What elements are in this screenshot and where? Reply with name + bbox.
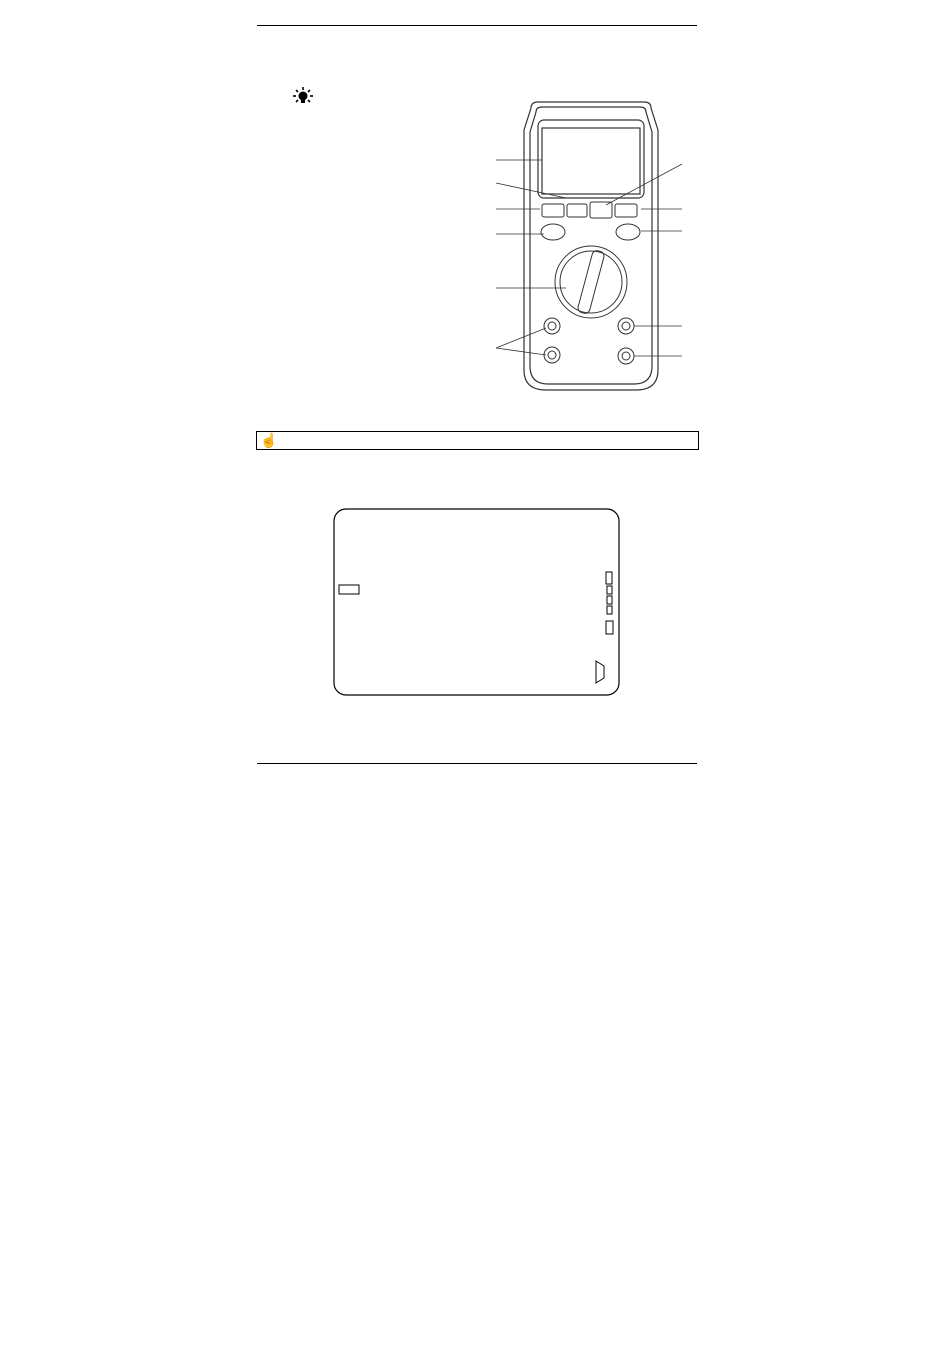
lcd-display-figure (333, 508, 621, 698)
subsection-heading-2 (258, 469, 288, 485)
hand-pointer-icon: ☝ (260, 432, 278, 448)
footer-rule (257, 763, 697, 764)
controls-list (262, 84, 472, 112)
multimeter-figure (476, 100, 706, 395)
header-rule (257, 25, 697, 26)
section-heading (258, 35, 295, 53)
list-item (262, 87, 439, 108)
note-box (256, 431, 699, 450)
backlight-bulb-icon (293, 87, 313, 107)
subsection-heading-1 (258, 61, 288, 77)
